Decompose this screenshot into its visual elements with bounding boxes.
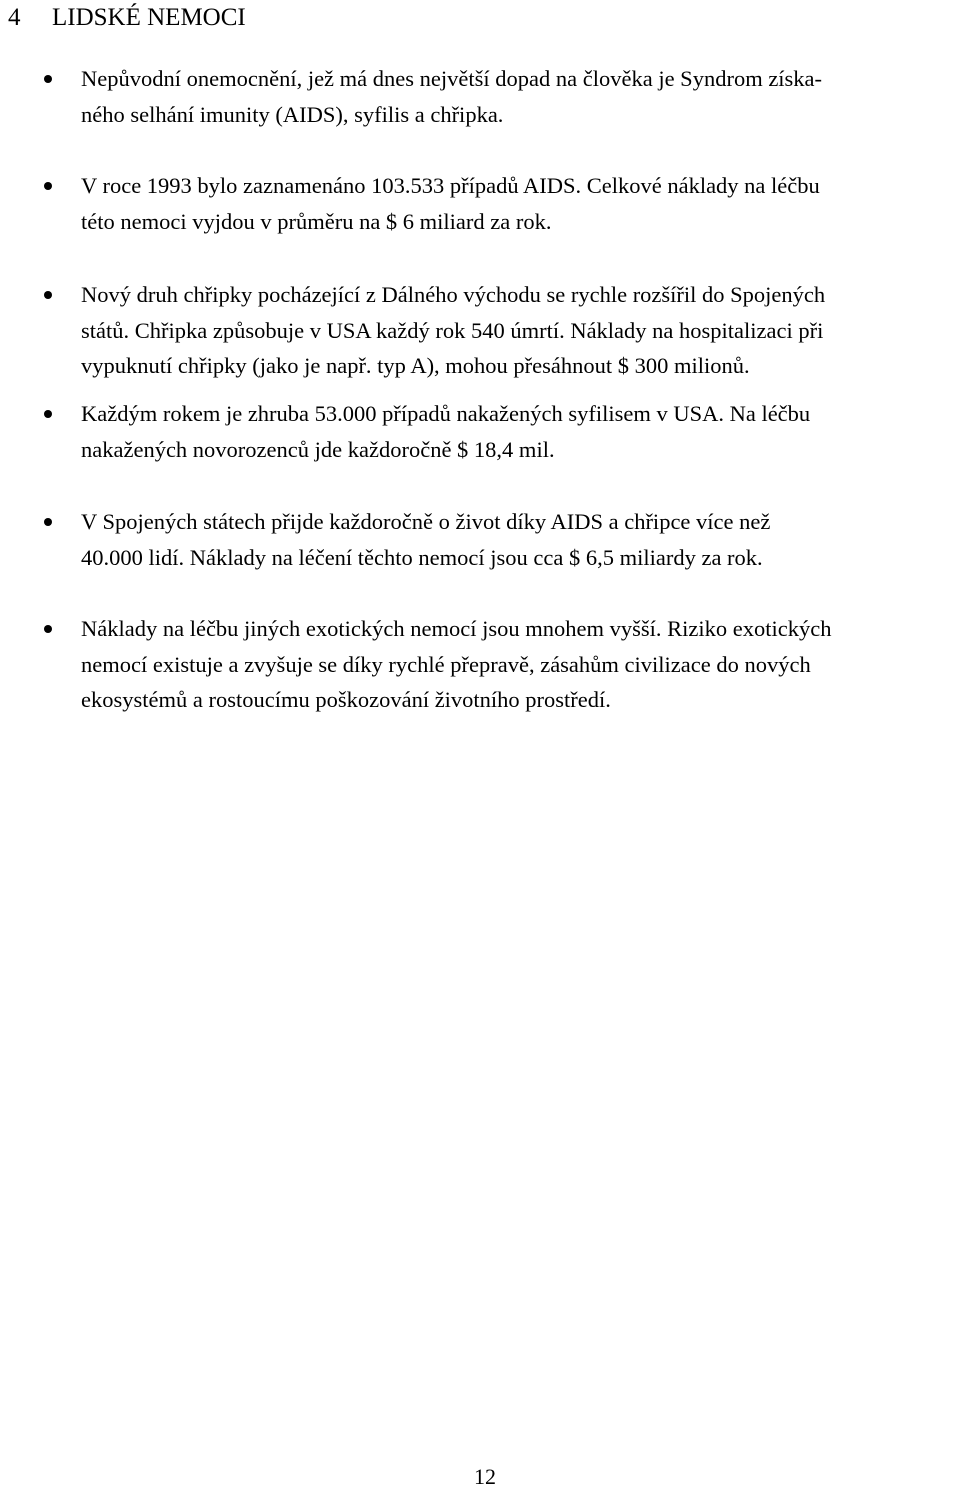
bullet-dot-icon [44, 182, 52, 190]
bullet-text [81, 277, 825, 384]
bullet-dot-icon [44, 291, 52, 299]
section-title: LIDSKÉ NEMOCI [52, 4, 246, 31]
text-line: 40.000 lidí. Náklady na léčení těchto nemocí jsou cca $ 6,5 miliardy za rok. [81, 544, 763, 570]
text-line: vypuknutí chřipky (jako je např. typ A), mohou přesáhnout $ 300 milionů. [81, 353, 750, 378]
bullet-text [81, 168, 820, 239]
bullet-dot-icon [44, 625, 52, 633]
bullet-text [81, 61, 822, 132]
bullet-text [81, 396, 810, 467]
text-line: této nemoci vyjdou v průměru na $ 6 miliard za rok. [81, 208, 552, 234]
text-line: ekosystémů a rostoucímu poškozování životního prostředí. [81, 687, 611, 712]
bullet-text [81, 611, 831, 718]
bullet-text [81, 504, 770, 575]
text-line: Každým rokem je zhruba 53.000 případů nakažených syfilisem v USA. Na léčbu [81, 401, 811, 426]
text-line: Náklady na léčbu jiných exotických nemocí jsou mnohem vyšší. Riziko exotických [81, 616, 832, 641]
bullet-dot-icon [44, 75, 52, 83]
bullet-dot-icon [44, 410, 52, 418]
text-line: V Spojených státech přijde každoročně o život díky AIDS a chřipce více než [81, 509, 771, 534]
text-line: V roce 1993 bylo zaznamenáno 103.533 případů AIDS. Celkové náklady na léčbu [81, 173, 820, 198]
page-number: 12 [474, 1464, 496, 1489]
text-line: Nepůvodní onemocnění, jež má dnes největší dopad na člověka je Syndrom získa- [81, 66, 823, 91]
text-line: států. Chřipka způsobuje v USA každý rok 540 úmrtí. Náklady na hospitalizaci při [81, 317, 824, 343]
section-number: 4 [8, 4, 21, 31]
section-heading [8, 2, 246, 34]
bullet-dot-icon [44, 518, 52, 526]
text-line: Nový druh chřipky pocházející z Dálného východu se rychle rozšířil do Spojených [81, 282, 826, 307]
text-line: nakažených novorozenců jde každoročně $ 18,4 mil. [81, 436, 555, 462]
text-line: ného selhání imunity (AIDS), syfilis a chřipka. [81, 101, 504, 127]
text-line: nemocí existuje a zvyšuje se díky rychlé přepravě, zásahům civilizace do nových [81, 651, 811, 677]
